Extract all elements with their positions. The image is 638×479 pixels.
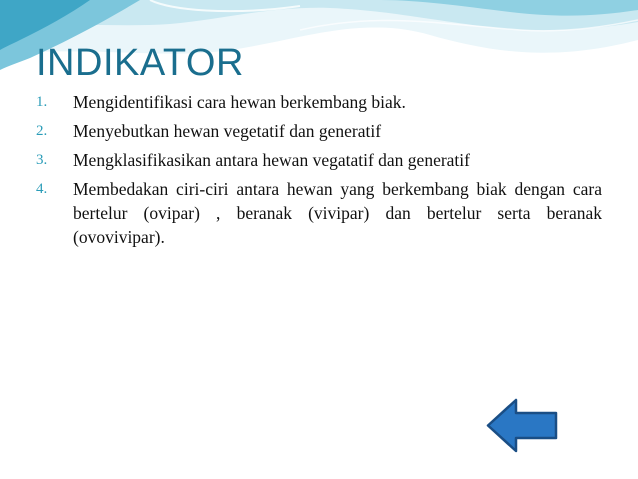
list-item-text: Menyebutkan hewan vegetatif dan generatif	[73, 121, 382, 141]
list-item-text: Membedakan ciri-ciri antara hewan yang berkembang biak dengan cara bertelur (ovipar) , beranak (vivipar) dan bertelur serta beranak (ovovivipar).	[73, 179, 602, 247]
arrow-left-icon[interactable]	[486, 397, 559, 454]
list-item-text: Mengklasifikasikan antara hewan vegatatif dan generatif	[73, 150, 470, 170]
list-item	[36, 148, 602, 172]
list-item	[36, 90, 602, 114]
list-item	[36, 177, 602, 249]
list-item-number: 2.	[36, 123, 48, 139]
list-item-number: 4.	[36, 181, 48, 197]
list-item	[36, 119, 602, 143]
list-item-number: 3.	[36, 152, 48, 168]
list-item-number: 1.	[36, 94, 48, 110]
list-item-text: Mengidentifikasi cara hewan berkembang biak.	[73, 92, 406, 112]
indicator-list	[36, 90, 602, 254]
slide-title: INDIKATOR	[36, 42, 244, 84]
